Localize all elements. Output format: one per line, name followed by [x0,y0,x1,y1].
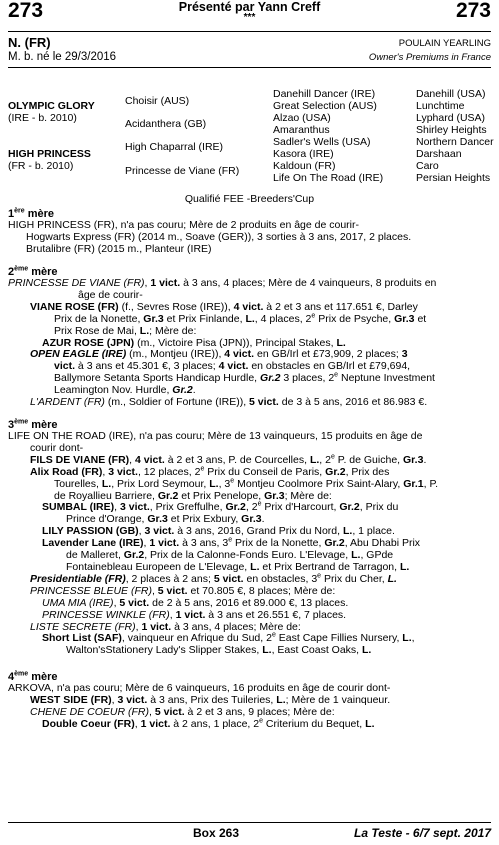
horse-category: POULAIN YEARLING [398,38,491,49]
qualification: Qualifié FEE -Breeders'Cup [184,193,315,205]
horse-name: N. (FR) [8,35,51,50]
pedigree-gen3: Alzao (USA) [273,112,331,124]
pedigree-rule [8,67,491,68]
consignor-title: Présenté par Yann Creff [178,0,321,14]
pedigree-gen3: Kasora (IRE) [273,148,334,160]
pedigree-dam-info: (FR - b. 2010) [8,160,74,172]
pedigree-sire: OLYMPIC GLORY [8,100,95,112]
pedigree-gen4: Darshaan [416,148,462,160]
pedigree-gen4: Shirley Heights [416,124,487,136]
sale-venue-dates: La Teste - 6/7 sept. 2017 [354,826,491,840]
pedigree-gen3: Great Selection (AUS) [273,100,377,112]
third-dam-text: LIFE ON THE ROAD (IRE), n'a pas couru; Mère de 13 vainqueurs, 15 produits en âge de courir dont- FILS DE VIANE (FR), 4 vict. à 2 et 3 ans, P. de Courcelles, L., 2e P. de Guiche, Gr.3. Alix Road (FR), 3 vict., 12 places, 2e Prix du Conseil de Paris, Gr.2, Prix des Tourelles, L., Prix Lord Seymour, L., 3e Montjeu Coolmore Prix Saint-Alary, Gr.1, P. de Royallieu Barriere, Gr.2 et Prix Penelope, Gr.3; Mère de: SUMBAL (IRE), 3 vict., Prix Greffulhe, Gr.2, 2e Prix d'Harcourt, Gr.2, Prix du Prince d'Orange, Gr.3 et Prix Exbury, Gr.3. LILY PASSION (GB), 3 vict. à 3 ans, 2016, Grand Prix du Nord, L., 1 place. Lavender Lane (IRE), 1 vict. à 3 ans, 3e Prix de la Nonette, Gr.2, Abu Dhabi Prix de Malleret, Gr.2, Prix de la Calonne-Fonds Euro. L'Elevage, L., GPde Fontainebleau Europeen de L'Elevage, L. et Prix Bertrand de Tarragon, L. Presidentiable (FR), 2 places à 2 ans; 5 vict. en obstacles, 3e Prix du Cher, L. PRINCESSE BLEUE (FR), 5 vict. et 70.805 €, 8 places; Mère de: UMA MIA (IRE), 5 vict. de 2 à 5 ans, 2016 et 89.000 €, 13 places. PRINCESSE WINKLE (FR), 1 vict. à 3 ans et 26.551 €, 7 places. LISTE SECRETE (FR), 1 vict. à 3 ans, 4 places; Mère de: Short List (SAF), vainqueur en Afrique du Sud, 2e East Cape Fillies Nursery, L., Walton'sStationery Lady's Slipper Stakes, L., East Coast Oaks, L. [8,430,439,657]
lot-number-right: 273 [455,0,491,22]
pedigree-gen4: Danehill (USA) [416,88,486,100]
section-second-dam: 2ème mère [8,265,58,278]
pedigree-dam: HIGH PRINCESS [8,148,91,160]
second-dam-text: PRINCESSE DE VIANE (FR), 1 vict. à 3 ans, 4 places; Mère de 4 vainqueurs, 8 produits en âge de courir- VIANE ROSE (FR) (f., Sevres Rose (IRE)), 4 vict. à 2 et 3 ans et 117.651 €, Darley Prix de la Nonette, Gr.3 et Prix Finlande, L., 4 places, 2e Prix de Psyche, Gr.3 et Prix Rose de Mai, L.; Mère de: AZUR ROSE (JPN) (m., Victoire Pisa (JPN)), Principal Stakes, L. OPEN EAGLE (IRE) (m., Montjeu (IRE)), 4 vict. en GB/Irl et £73,909, 2 places; 3 vict. à 3 ans et 45.301 €, 3 places; 4 vict. en obstacles en GB/Irl et £79,694, Ballymore Setanta Sports Handicap Hurdle, Gr.2 3 places, 2e Neptune Investment Leamington Nov. Hurdle, Gr.2. L'ARDENT (FR) (m., Soldier of Fortune (IRE)), 5 vict. de 3 à 5 ans, 2016 et 86.983 €. [8,277,437,409]
header-rule [8,31,491,32]
pedigree-gen3: Danehill Dancer (IRE) [273,88,376,100]
first-dam-text: HIGH PRINCESS (FR), n'a pas couru; Mère de 2 produits en âge de courir- Hogwarts Express (FR) (2014 m., Soave (GER)), 3 sorties à 3 ans, 2017, 2 places. Brutalibre (FR) (2015 m., Planteur (IRE) [8,219,412,255]
pedigree-sire-info: (IRE - b. 2010) [8,112,77,124]
horse-birth: M. b. né le 29/3/2016 [8,51,117,63]
section-third-dam: 3ème mère [8,418,58,431]
header-stars: *** [243,12,256,23]
pedigree-gen4: Lunchtime [416,100,465,112]
section-first-dam: 1ère mère [8,207,54,220]
fourth-dam-text: ARKOVA, n'a pas couru; Mère de 6 vainqueurs, 16 produits en âge de courir dont- WEST SIDE (FR), 3 vict. à 3 ans, Prix des Tuileries, L.; Mère de 1 vainqueur. CHENE DE COEUR (FR), 5 vict. à 2 et 3 ans, 9 places; Mère de: Double Coeur (FR), 1 vict. à 2 ans, 1 place, 2e Criterium du Bequet, L. [8,682,391,730]
pedigree-gen4: Persian Heights [416,172,491,184]
lot-number-left: 273 [8,0,44,22]
pedigree-gen2: Choisir (AUS) [125,95,190,107]
pedigree-gen3: Kaldoun (FR) [273,160,336,172]
pedigree-gen2: High Chaparral (IRE) [125,141,224,153]
footer-rule [8,822,491,823]
box-number: Box 263 [193,826,240,840]
pedigree-gen3: Amaranthus [273,124,330,136]
pedigree-gen3: Sadler's Wells (USA) [273,136,371,148]
pedigree-gen4: Lyphard (USA) [416,112,486,124]
pedigree-gen4: Northern Dancer [416,136,494,148]
pedigree-gen2: Princesse de Viane (FR) [125,165,240,177]
pedigree-gen3: Life On The Road (IRE) [273,172,384,184]
owners-premiums: Owner's Premiums in France [368,52,491,63]
pedigree-gen4: Caro [416,160,439,172]
section-fourth-dam: 4ème mère [8,670,58,683]
pedigree-gen2: Acidanthera (GB) [125,118,207,130]
